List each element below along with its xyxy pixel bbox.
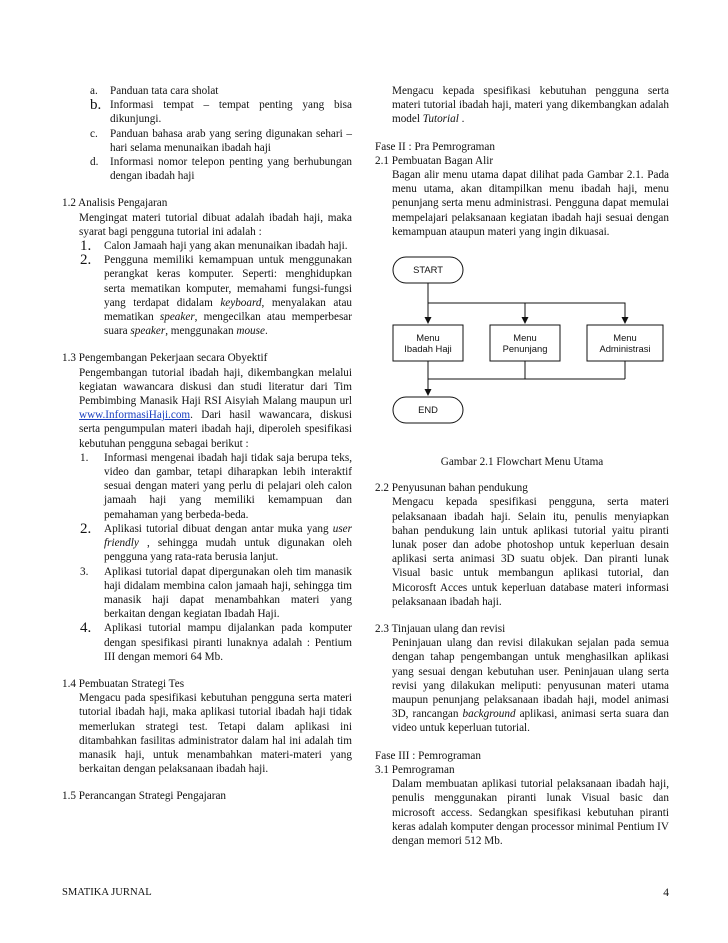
- website-link[interactable]: www.InformasiHaji.com: [79, 409, 191, 422]
- text-run: Peninjauan ulang dan revisi dilakukan sejalan pada semua dengan tahap pengembangan untuk menghasilkan aplikasi yang sesuai dengan kebutuhan user. Peninjauan ulang serta revisi yang dilakukan meliputi: penyusunan materi utama maupun penunjang pelaksanaan ibadah haji, model animasi 3D, rancangan: [392, 637, 669, 721]
- list-text: Informasi tempat – tempat penting yang bisa dikunjungi.: [110, 99, 352, 126]
- list-marker: a.: [90, 85, 98, 97]
- list-text: [104, 523, 352, 563]
- section-heading: 1.3 Pengembangan Pekerjaan secara Obyektif: [62, 352, 268, 365]
- list-text: Informasi mengenai ibadah haji tidak saja berupa teks, video dan gambar, tetapi diharapkan lebih interaktif sesuai dengan materi yang perlu di pelajari oleh calon jamaah haji yang memiliki kemampuan dan pemahaman yang berbeda-beda.: [104, 451, 352, 521]
- text-run: Aplikasi tutorial dibuat dengan antar muka yang: [104, 522, 333, 535]
- list-item: [62, 84, 352, 98]
- right-column: [375, 84, 669, 848]
- start-connector: [428, 283, 625, 323]
- list-text: Calon Jamaah haji yang akan menunaikan ibadah haji.: [104, 240, 348, 253]
- phase-heading: Fase III : Pemrograman: [375, 749, 481, 762]
- section-2-1: [375, 154, 669, 239]
- list-item: [62, 451, 352, 522]
- section-2-2: [375, 481, 669, 609]
- list-marker: 1.: [80, 238, 92, 255]
- italic-term: user friendly: [104, 522, 352, 550]
- italic-term: keyboard: [220, 296, 262, 309]
- section-body: Mengacu kepada spesifikasi pengguna, serta materi pelaksanaan ibadah haji. Selain itu, penulis menyiapkan bahan pendukung lain untuk aplikasi tutorial yaitu piranti lunak poser dan adobe photoshop untuk keperluan desain aplikasi serta animasi 3D suatu objek. Dan piranti lunak Visual basic untuk membangun aplikasi tutorial, dan Micorosft Acces untuk keperluan database materi informasi pelaksanaan ibadah haji.: [392, 496, 669, 608]
- italic-term: background: [462, 708, 516, 721]
- section-3-1: [375, 763, 669, 848]
- menu-ibadah-haji-label: [393, 332, 463, 354]
- text-run: Pengembangan tutorial ibadah haji, dikembangkan melalui kegiatan wawancara diskusi dan studi literatur dari Tim Pembimbing Manasik Haji RSI Aisyiah Malang maupun url: [79, 366, 352, 408]
- end-label: END: [418, 404, 438, 416]
- list-text: Informasi nomor telepon penting yang berhubungan dengan ibadah haji: [110, 156, 352, 183]
- section-heading: 2.1 Pembuatan Bagan Alir: [375, 154, 494, 167]
- section-1-4: [62, 677, 352, 776]
- left-column: [62, 84, 352, 817]
- text-run: , mengecilkan atau memperbesar suara: [104, 311, 352, 338]
- italic-term: Tutorial: [422, 113, 459, 126]
- list-marker: c.: [90, 127, 98, 140]
- figure-caption: Gambar 2.1 Flowchart Menu Utama: [440, 456, 604, 469]
- list-marker: 2.: [80, 520, 92, 537]
- text-run: .: [264, 325, 268, 338]
- menu-administrasi-label: [587, 332, 663, 354]
- continuation-paragraph: [375, 84, 669, 127]
- list-item: [62, 155, 352, 183]
- section-1-5: [62, 789, 352, 803]
- menu-label-line: Menu: [613, 332, 637, 344]
- section-body: [375, 84, 669, 127]
- list-item: [62, 98, 352, 126]
- page-footer: [62, 886, 669, 900]
- flowchart: [375, 247, 669, 443]
- list-marker: d.: [90, 156, 99, 169]
- text-run: , menggunakan: [165, 325, 237, 338]
- section-body: Bagan alir menu utama dapat dilihat pada Gambar 2.1. Pada menu utama, akan ditampilkan menu ibadah haji, menu penunjang serta menu administrasi. Pengguna dapat memulai mempelajari pelaksanaan kegiatan ibadah haji sesuai dengan kemampuan ataupun materi yang ingin dikuasai.: [392, 169, 669, 238]
- phase-heading: Fase II : Pra Pemrograman: [375, 140, 495, 153]
- menu-label-line: Penunjang: [502, 343, 548, 355]
- text-run: Pengguna memiliki kemampuan untuk menggunakan perangkat keras komputer. Seperti: menghidupkan serta mematikan komputer, memahami fungsi-fungsi yang terdapat didalam: [104, 254, 352, 309]
- list-item: [62, 522, 352, 565]
- section-body: [62, 366, 352, 451]
- menu-label-line: Menu: [513, 332, 537, 344]
- italic-term: mouse: [236, 325, 265, 338]
- menu-label-line: Ibadah Haji: [404, 343, 452, 355]
- list-marker: 3.: [80, 565, 89, 578]
- list-item: [62, 621, 352, 664]
- menu-label-line: Administrasi: [599, 343, 651, 355]
- list-item: [62, 253, 352, 338]
- section-body: [375, 636, 669, 735]
- list-marker: b.: [90, 97, 102, 114]
- list-text: Aplikasi tutorial dapat dipergunakan oleh tim manasik haji didalam membina calon jamaah haji, sehingga tim manasik haji dapat menambahkan materi yang berkaitan dengan kegiatan Ibadah Haji.: [104, 565, 352, 621]
- text-run: Mengacu kepada spesifikasi kebutuhan pengguna serta materi tutorial ibadah haji, materi yang dikembangkan adalah model: [392, 85, 669, 126]
- italic-term: speaker: [130, 325, 166, 338]
- list-marker: 4.: [80, 620, 92, 637]
- section-heading: 1.4 Pembuatan Strategi Tes: [62, 677, 185, 690]
- list-item: [62, 565, 352, 622]
- list-item: [62, 239, 352, 253]
- section-body: Mengacu pada spesifikasi kebutuhan pengguna serta materi tutorial ibadah haji, maka aplikasi tutorial ibadah haji tidak memerlukan strategi test. Tetapi dalam aplikasi ini ditambahkan fasilitas administrator dalam hal ini adalah tim manasik haji, untuk menambahkan materi-materi yang berkaitan dengan pelaksanaan ibadah haji.: [79, 692, 352, 776]
- list-marker: 2.: [80, 252, 92, 269]
- list-text: Aplikasi tutorial mampu dijalankan pada komputer dengan spesifikasi piranti lunaknya adalah : Pentium III dengan memori 64 Mb.: [104, 622, 352, 663]
- section-body: Dalam membuatan aplikasi tutorial pelaksanaan ibadah haji, penulis menggunakan piranti lunak Visual basic dan microsoft access. Sedangkan spesifikasi kebutuhan piranti keras adalah komputer dengan processor minimal Pentium IV dengan memori 512 Mb.: [392, 778, 669, 847]
- start-label: START: [413, 264, 443, 276]
- italic-term: speaker: [159, 311, 195, 324]
- section-1-3: [62, 351, 352, 663]
- section-1-2: [62, 196, 352, 338]
- list-item: [62, 127, 352, 155]
- text-run: , sehingga mudah untuk digunakan oleh pengguna yang rata-rata berusia lanjut.: [104, 537, 352, 564]
- text-run: . Dari hasil wawancara, diskusi serta pengumpulan materi ibadah haji, diperoleh spesifikasi kebutuhan pengguna sebagai berikut :: [79, 409, 352, 450]
- menu-penunjang-label: [490, 332, 560, 354]
- text-run: aplikasi, animasi serta suara dan video untuk keperluan tutorial.: [392, 708, 669, 735]
- text-run: , menyalakan atau mematikan: [104, 296, 353, 324]
- list-text: Panduan bahasa arab yang sering digunakan sehari – hari selama menunaikan ibadah haji: [110, 127, 352, 154]
- section-heading: 1.2 Analisis Pengajaran: [62, 197, 168, 210]
- page-number: 4: [663, 887, 669, 899]
- section-2-3: [375, 622, 669, 736]
- text-run: .: [458, 113, 465, 126]
- journal-name: SMATIKA JURNAL: [62, 887, 152, 898]
- section-heading: 2.3 Tinjauan ulang dan revisi: [375, 623, 506, 636]
- list-marker: 1.: [80, 451, 89, 464]
- list-text: [104, 254, 352, 337]
- section-heading: 3.1 Pemrograman: [375, 763, 455, 776]
- section-heading: 1.5 Perancangan Strategi Pengajaran: [62, 790, 227, 803]
- menu-label-line: Menu: [416, 332, 440, 344]
- top-list: [62, 84, 352, 183]
- list-text: Panduan tata cara sholat: [110, 85, 219, 97]
- section-body: Mengingat materi tutorial dibuat adalah ibadah haji, maka syarat bagi pengguna tutorial ini adalah :: [79, 211, 352, 238]
- section-heading: 2.2 Penyusunan bahan pendukung: [375, 482, 528, 495]
